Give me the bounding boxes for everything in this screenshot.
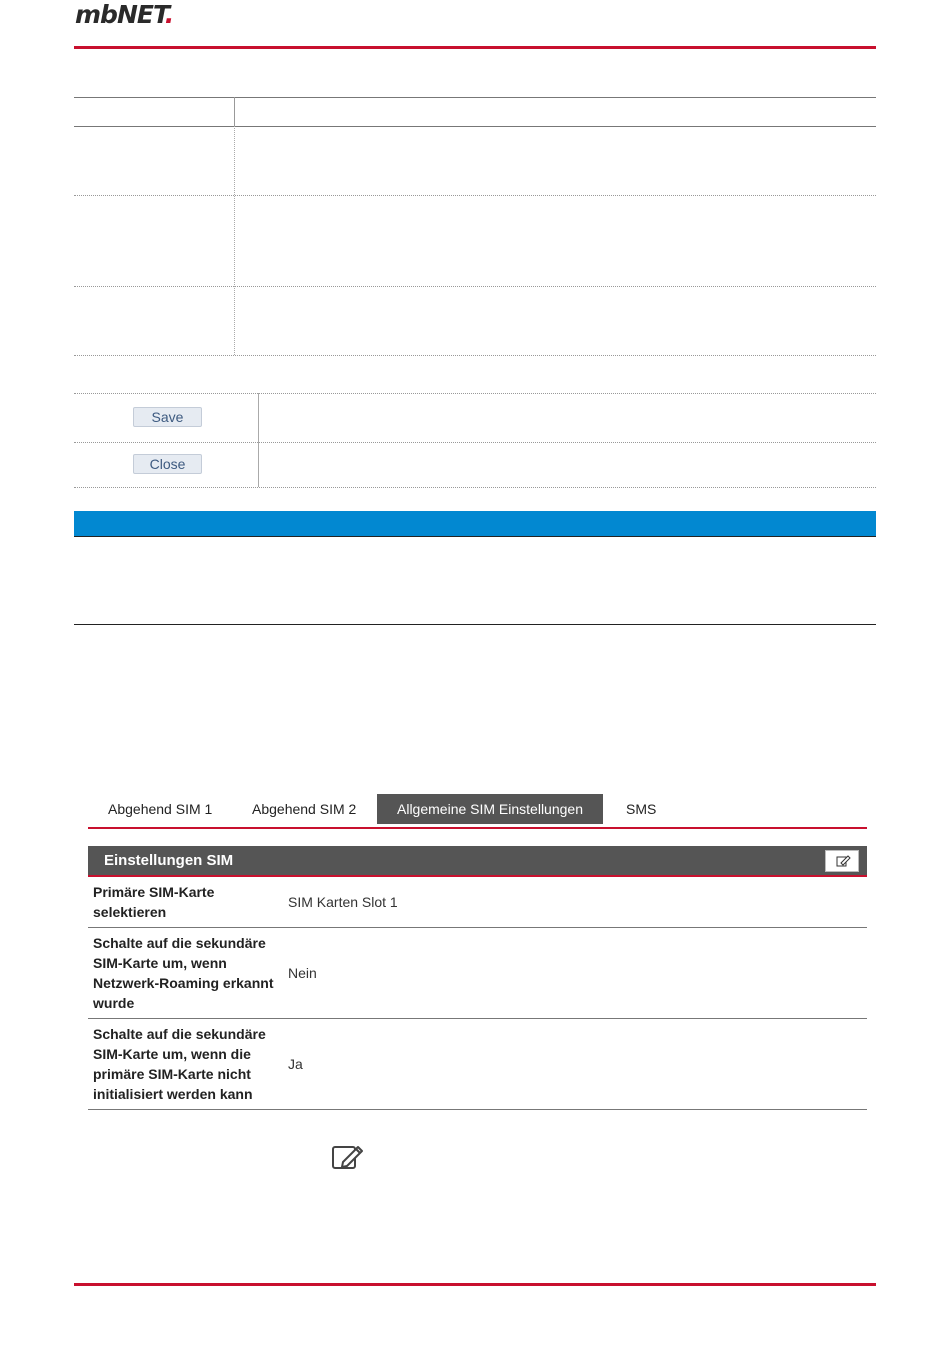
table-top-border [74, 97, 876, 98]
settings-row-value: Nein [288, 965, 317, 981]
logo-text: mbNET [75, 0, 165, 29]
table-row-border [74, 442, 876, 443]
header-rule [74, 46, 876, 49]
logo [75, 0, 173, 29]
edit-icon[interactable] [331, 1143, 365, 1171]
footer-rule [74, 1283, 876, 1286]
panel-title: Einstellungen SIM [104, 852, 234, 869]
table-row-border [74, 286, 876, 287]
table-column-divider [234, 126, 235, 355]
tab-abgehend-sim-2[interactable]: Abgehend SIM 2 [252, 801, 357, 817]
panel-edit-button[interactable] [825, 850, 859, 872]
settings-row-label: Schalte auf die sekundäre SIM-Karte um, wenn die primäre SIM-Karte nicht initialisiert werden kann [93, 1026, 266, 1102]
section-header-bar [74, 511, 876, 537]
logo-dot: . [164, 0, 174, 29]
table-header-border [74, 126, 876, 127]
settings-row [88, 1019, 867, 1110]
panel-header [88, 846, 867, 877]
edit-icon [826, 851, 860, 873]
section-bottom-border [74, 624, 876, 625]
table-row-border [74, 195, 876, 196]
tab-sms[interactable]: SMS [626, 801, 657, 817]
settings-row-label: Schalte auf die sekundäre SIM-Karte um, wenn Netzwerk-Roaming erkannt wurde [93, 935, 274, 1011]
table-row-border [74, 487, 876, 488]
settings-row [88, 877, 867, 928]
table-column-divider [258, 393, 259, 487]
table-row-border [74, 393, 876, 394]
settings-row-value: Ja [288, 1056, 303, 1072]
settings-row-label: Primäre SIM-Karte selektieren [93, 884, 215, 920]
sim-tabs [88, 794, 867, 824]
close-button[interactable]: Close [133, 454, 202, 474]
table-header-divider [234, 97, 235, 126]
settings-row [88, 928, 867, 1019]
tab-abgehend-sim-1[interactable]: Abgehend SIM 1 [108, 801, 213, 817]
tab-allgemeine-sim-einstellungen[interactable]: Allgemeine SIM Einstellungen [377, 794, 603, 824]
settings-row-value: SIM Karten Slot 1 [288, 894, 398, 910]
save-button[interactable]: Save [133, 407, 202, 427]
table-row-border [74, 355, 876, 356]
tabs-underline [88, 827, 867, 829]
